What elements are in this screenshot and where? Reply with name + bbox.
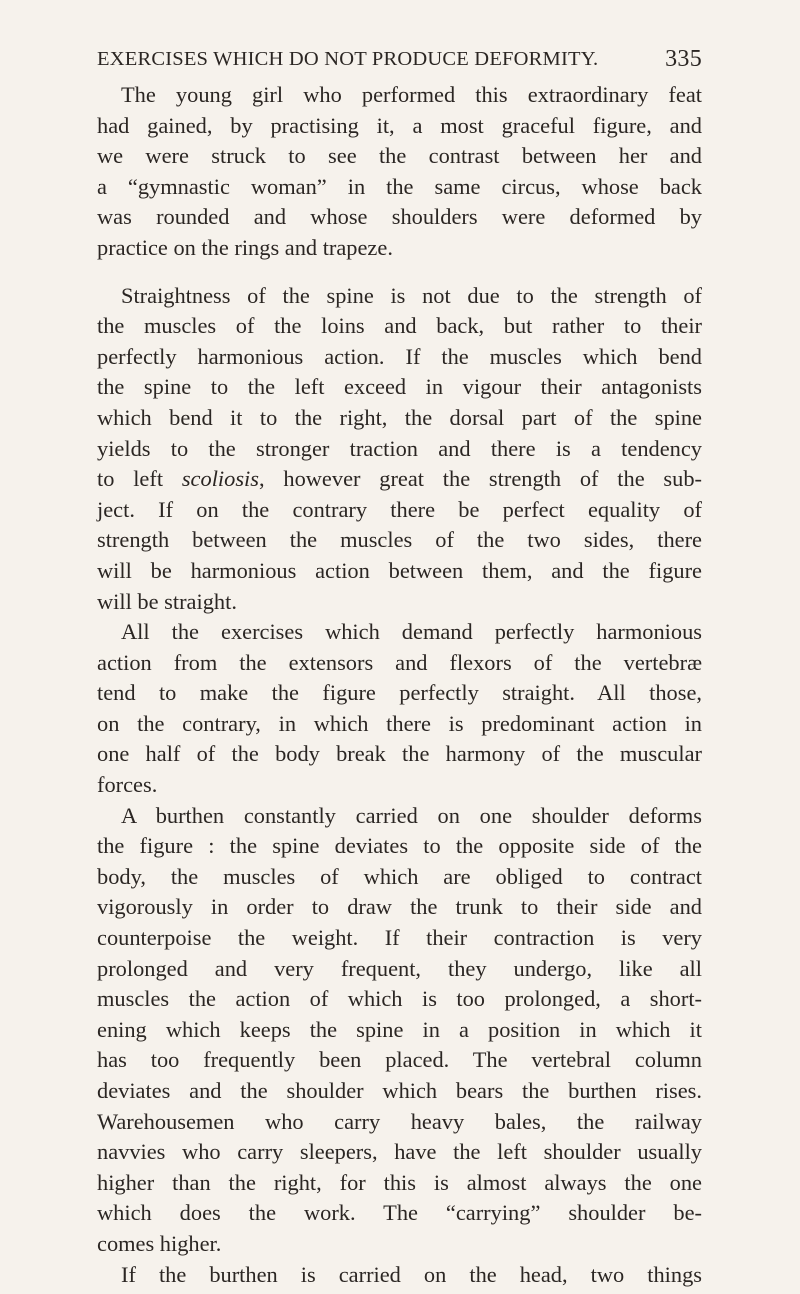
paragraph bbox=[97, 281, 702, 618]
text-line: will be straight. bbox=[97, 588, 237, 614]
text-line: vigorously in order to draw the trunk to their side and bbox=[97, 894, 702, 920]
text-line: tend to make the figure perfectly straight. All those, bbox=[97, 680, 702, 706]
text-line: practice on the rings and trapeze. bbox=[97, 234, 393, 260]
body-text bbox=[97, 80, 702, 1290]
italic-term: scoliosis bbox=[181, 466, 259, 492]
paragraph bbox=[97, 801, 702, 1260]
text-line: the muscles of the loins and back, but rather to their bbox=[97, 313, 702, 339]
text-line: ject. If on the contrary there be perfect equality of bbox=[97, 496, 702, 522]
text-line: A burthen constantly carried on one shoulder deforms bbox=[121, 802, 702, 828]
text-line: All the exercises which demand perfectly harmonious bbox=[121, 619, 702, 645]
text-line: ening which keeps the spine in a position in which it bbox=[97, 1016, 702, 1042]
text-line: The young girl who performed this extraordinary feat bbox=[121, 82, 702, 107]
text-line: we were struck to see the contrast between her and bbox=[97, 143, 702, 169]
paragraph bbox=[97, 80, 702, 264]
running-head bbox=[97, 36, 702, 80]
text-line: Straightness of the spine is not due to the strength of bbox=[121, 282, 702, 308]
text-line: perfectly harmonious action. If the muscles which bend bbox=[97, 343, 702, 369]
text-line: a “gymnastic woman” in the same circus, whose back bbox=[97, 173, 702, 199]
text-line: muscles the action of which is too prolonged, a short- bbox=[97, 986, 702, 1012]
text-line: has too frequently been placed. The vertebral column bbox=[97, 1047, 702, 1073]
text-line: If the burthen is carried on the head, two things bbox=[121, 1261, 702, 1287]
text-line: to left scoliosis, however great the strength of the sub- bbox=[97, 466, 702, 492]
text-line: deviates and the shoulder which bears the burthen rises. bbox=[97, 1078, 702, 1103]
text-line: prolonged and very frequent, they undergo, like all bbox=[97, 955, 702, 981]
text-line: strength between the muscles of the two sides, there bbox=[97, 527, 702, 553]
text-line: the spine to the left exceed in vigour their antagonists bbox=[97, 374, 702, 400]
text-line: which bend it to the right, the dorsal part of the spine bbox=[97, 404, 702, 430]
text-line: counterpoise the weight. If their contraction is very bbox=[97, 925, 702, 951]
text-line: body, the muscles of which are obliged to contract bbox=[97, 863, 702, 889]
text-line: comes higher. bbox=[97, 1230, 222, 1256]
paragraph bbox=[97, 617, 702, 801]
text-line: was rounded and whose shoulders were deformed by bbox=[97, 204, 702, 230]
text-line: had gained, by practising it, a most graceful figure, and bbox=[97, 112, 702, 138]
text-line: which does the work. The “carrying” shoulder be- bbox=[97, 1200, 702, 1226]
text-line: one half of the body break the harmony of the muscular bbox=[97, 741, 702, 767]
text-line: navvies who carry sleepers, have the left shoulder usually bbox=[97, 1139, 702, 1165]
text-line: on the contrary, in which there is predominant action in bbox=[97, 710, 702, 736]
text-line: Warehousemen who carry heavy bales, the railway bbox=[97, 1108, 702, 1134]
paragraph bbox=[97, 1260, 702, 1291]
text-line: higher than the right, for this is almost always the one bbox=[97, 1169, 702, 1195]
text-line: forces. bbox=[97, 772, 158, 798]
text-line: will be harmonious action between them, and the figure bbox=[97, 557, 702, 583]
running-title: EXERCISES WHICH DO NOT PRODUCE DEFORMITY. bbox=[97, 48, 599, 70]
text-line: action from the extensors and flexors of the vertebræ bbox=[97, 649, 702, 675]
text-line: yields to the stronger traction and there is a tendency bbox=[97, 435, 702, 461]
text-line: the figure : the spine deviates to the opposite side of the bbox=[97, 833, 702, 859]
page-number: 335 bbox=[665, 46, 702, 72]
